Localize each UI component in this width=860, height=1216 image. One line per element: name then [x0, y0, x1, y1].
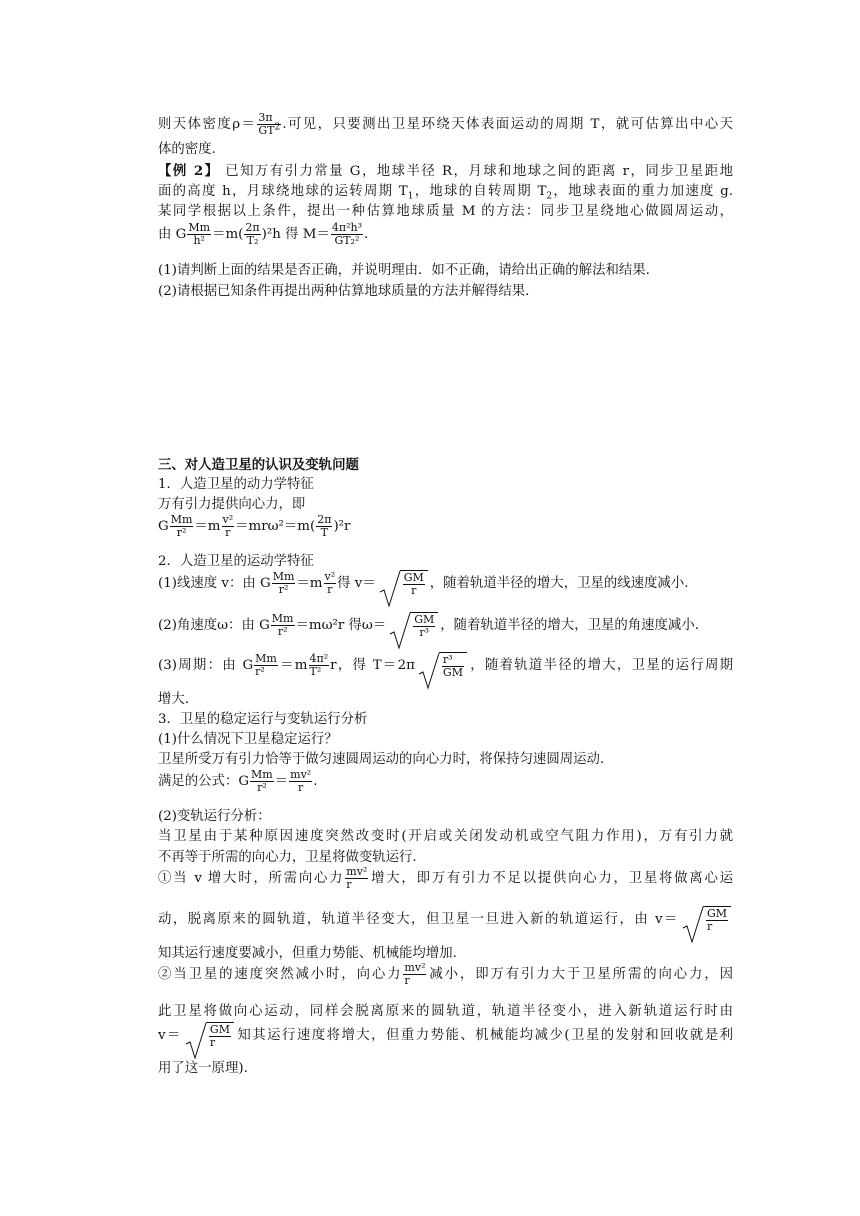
subheading-3: 3．卫星的稳定运行与变轨运行分析 [158, 712, 368, 727]
equation-1: G $\frac{Mm}{\text{r²}}$ ＝m $\frac{\text{v²}}{r}$ ＝mrω²＝m( $\frac{2\pi}{T}$ )²r [158, 513, 351, 539]
density-line-2: 体的密度. [158, 142, 216, 157]
subheading-2: 2．人造卫星的运动学特征 [158, 554, 314, 569]
sqrt-symbol: $\frac{\text{r³}}{GM}$ [417, 652, 467, 679]
density-fraction: $\frac{3\pi}{GT^2}$ [258, 111, 281, 137]
orbit-change-text-2: 不再等于所需的向心力，卫星将做变轨运行. [158, 850, 417, 865]
period-line: (3)周期：由 G $\frac{Mm}{\text{r²}}$ ＝m $\frac{\text{4π²}}{\text{T²}}$ r，得 T＝2π $\frac{\text{r³}}{GM}$ ，随着轨道半径的增大，卫星的运行周期 [158, 652, 733, 679]
sqrt-symbol: $\frac{GM}{r}$ [681, 906, 731, 933]
case-2-line-1: ②当卫星的速度突然减小时，向心力 $\frac{\text{mv²}}{r}$ 减小，即万有引力大于卫星所需的向心力，因 [158, 961, 734, 987]
subheading-1: 1．人造卫星的动力学特征 [158, 477, 314, 492]
sqrt-symbol: $\frac{GM}{\text{r³}}$ [388, 612, 438, 639]
section-3-heading: 三、对人造卫星的认识及变轨问题 [158, 457, 359, 473]
example-2-line-1: 【例 2】 已知万有引力常量 G，地球半径 R，月球和地球之间的距离 r，同步卫星距地 [158, 163, 734, 179]
angular-velocity-line: (2)角速度ω：由 G $\frac{Mm}{\text{r²}}$ ＝mω²r 得ω＝ $\frac{GM}{\text{r³}}$ ，随着轨道半径的增大，卫星的角速度减小. [158, 612, 699, 639]
linear-velocity-line: (1)线速度 v：由 G $\frac{Mm}{\text{r²}}$ ＝m $\frac{\text{v²}}{r}$ 得 v＝ $\frac{GM}{r}$ ，随着轨道半径的增大，卫星的线速度减小. [158, 570, 688, 597]
example-2-question-2: (2)请根据已知条件再提出两种估算地球质量的方法并解得结果. [158, 284, 530, 299]
case-2-line-2: 此卫星将做向心运动，同样会脱离原来的圆轨道，轨道半径变小，进入新轨道运行时由 [158, 1004, 733, 1019]
sqrt-symbol: $\frac{GM}{r}$ [378, 570, 428, 597]
density-line: 则天体密度ρ＝ $\frac{3\pi}{GT^2}$ .可见，只要测出卫星环绕天体表面运动的周期 T，就可估算出中心天 [158, 111, 733, 137]
case-2-line-3: v＝ $\frac{GM}{r}$ 知其运行速度将增大，但重力势能、机械能均减少(卫星的发射和回收就是利 [158, 1022, 733, 1049]
example-2-line-3: 某同学根据以上条件，提出一种估算地球质量 M 的方法：同步卫星绕地心做圆周运动， [158, 204, 733, 219]
question-stable: (1)什么情况下卫星稳定运行？ [158, 732, 338, 747]
stable-text: 卫星所受万有引力恰等于做匀速圆周运动的向心力时，将保持匀速圆周运动. [158, 752, 605, 767]
orbit-change-text-1: 当卫星由于某种原因速度突然改变时(开启或关闭发动机或空气阻力作用)，万有引力就 [158, 829, 733, 844]
text-1: 万有引力提供向心力，即 [158, 497, 306, 512]
stable-formula: 满足的公式：G $\frac{Mm}{\text{r²}}$ ＝ $\frac{\text{mv²}}{r}$ . [158, 768, 318, 794]
example-2-question-1: (1)请判断上面的结果是否正确，并说明理由．如不正确，请给出正确的解法和结果. [158, 263, 650, 278]
case-1-line-2: 动，脱离原来的圆轨道，轨道半径变大，但卫星一旦进入新的轨道运行，由 v＝ $\frac{GM}{r}$ [158, 906, 733, 933]
question-orbit-change: (2)变轨运行分析： [158, 809, 271, 824]
example-2-title: 【例 2】 [158, 163, 220, 179]
sqrt-symbol: $\frac{GM}{r}$ [184, 1022, 234, 1049]
case-2-line-4: 用了这一原理). [158, 1061, 248, 1076]
example-2-line-2: 面的高度 h，月球绕地球的运转周期 $T_1$，地球的自转周期 $T_2$，地球表面的重力加速度 g. [158, 184, 733, 202]
period-line-2: 增大. [158, 692, 190, 707]
case-1-line-3: 知其运行速度要减小，但重力势能、机械能均增加. [158, 946, 457, 961]
case-1-line-1: ①当 v 增大时，所需向心力 $\frac{\text{mv²}}{r}$ 增大，即万有引力不足以提供向心力，卫星将做离心运 [158, 865, 734, 891]
example-2-formula: 由 G $\frac{Mm}{\text{h²}}$ ＝m( $\frac{2\pi}{\text{T₂}}$ )²h 得 M＝ $\frac{\text{4π²h³}}{\text{GT₂²}}$ . [158, 221, 369, 247]
